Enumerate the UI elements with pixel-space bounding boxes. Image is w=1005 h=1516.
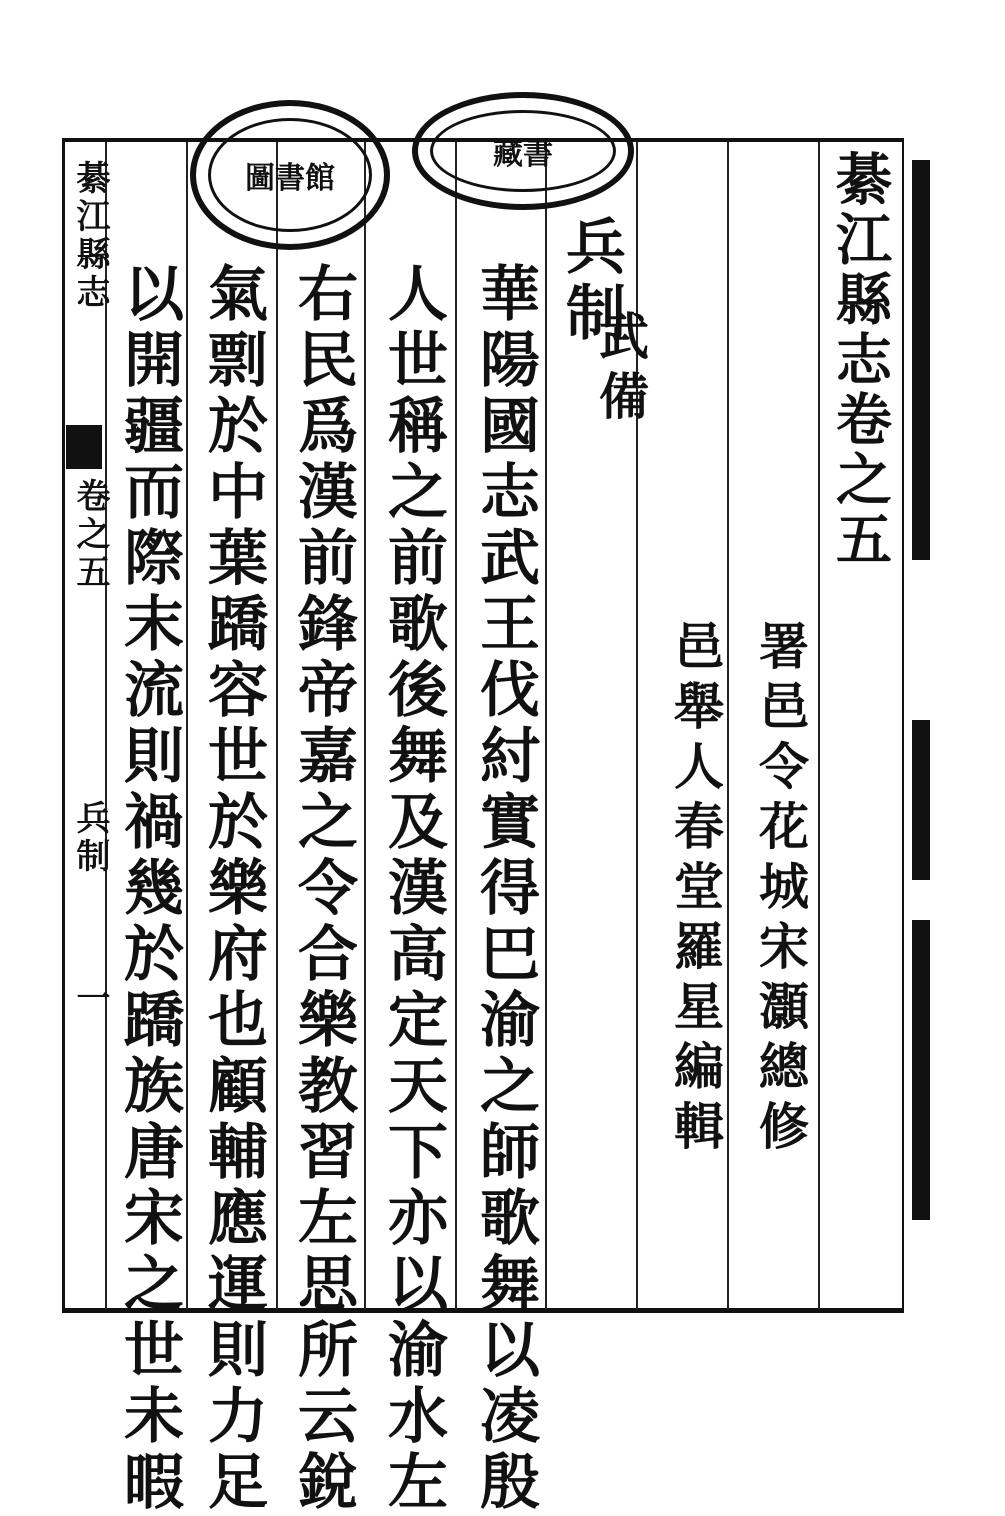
compiler-line: 署邑令花城宋灝總修: [751, 620, 810, 1160]
spine-volume: 卷之五: [70, 478, 110, 592]
body-column-1: 華陽國志武王伐紂實得巴渝之師歌舞以凌殷: [470, 262, 540, 1516]
spine-section: 兵制: [70, 800, 110, 876]
spine-fishtail: [66, 425, 102, 469]
column-rule: [186, 142, 188, 1310]
editor-line: 邑舉人春堂羅星編輯: [666, 620, 725, 1160]
volume-title: 綦江縣志卷之五: [827, 150, 893, 570]
body-column-4: 氣剽於中葉蹻容世於樂府也顧輔應運則力足: [198, 262, 268, 1516]
section-heading: 兵制: [556, 215, 626, 347]
library-seal-left: 圖書館: [190, 100, 390, 250]
spine-page-number: 一: [70, 980, 110, 1018]
column-rule: [455, 142, 457, 1310]
edge-mark: [912, 920, 930, 1220]
body-column-5: 以開疆而際末流則禍幾於蹻族唐宋之世未暇: [114, 262, 184, 1516]
edge-mark: [912, 720, 930, 880]
column-rule: [105, 142, 107, 1310]
subsection-heading: 武備: [591, 310, 650, 430]
edge-mark: [912, 160, 930, 560]
column-rule: [818, 142, 820, 1310]
spine-title: 綦江縣志: [70, 160, 110, 312]
body-column-3: 右民爲漢前鋒帝嘉之令合樂教習左思所云銳: [288, 262, 358, 1516]
body-column-2: 人世稱之前歌後舞及漢高定天下亦以渝水左: [378, 262, 448, 1516]
column-rule: [364, 142, 366, 1310]
column-rule: [545, 142, 547, 1310]
column-rule: [276, 142, 278, 1310]
library-seal-right: 藏書: [412, 92, 634, 210]
